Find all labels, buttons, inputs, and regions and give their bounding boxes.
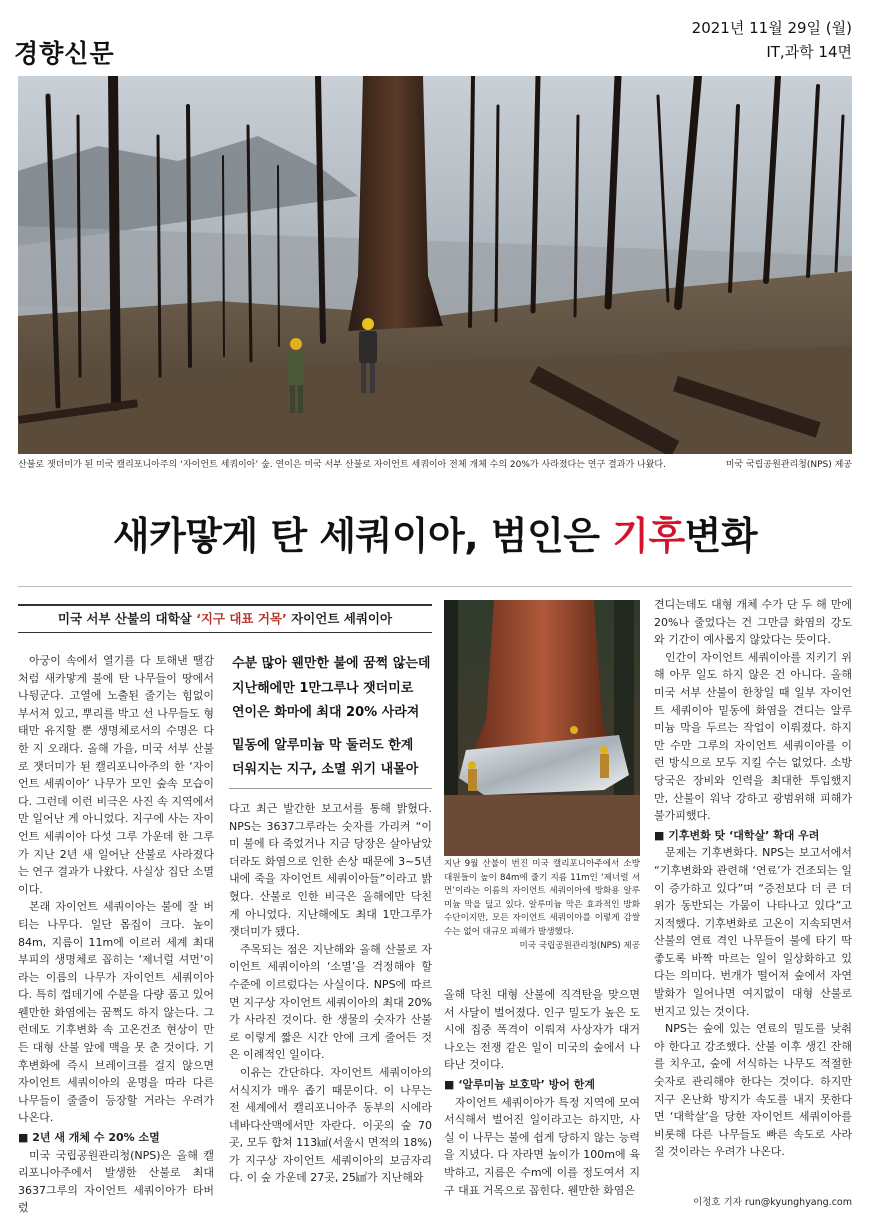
pull-quote-line: 연이은 화마에 최대 20% 사라져 xyxy=(232,705,420,720)
subhead-post: 자이언트 세쿼이아 xyxy=(286,611,393,626)
paragraph: 견디는데도 대형 개체 수가 단 두 해 만에 20%나 줄었다는 건 그만큼 화염의 강도와 기간이 예사롭지 않았다는 뜻이다. xyxy=(654,598,852,647)
article-column-1 xyxy=(18,652,214,1217)
pull-quote-line: 수분 많아 웬만한 불에 꿈쩍 않는데 xyxy=(232,656,431,671)
section-heading: ■ 기후변화 탓 ‘대학살’ 확대 우려 xyxy=(654,828,820,842)
pull-quote-line: 지난해에만 1만그루나 잿더미로 xyxy=(232,680,414,696)
paragraph: 다고 최근 발간한 보고서를 통해 밝혔다. NPS는 3637그루라는 숫자를 가리켜 “이미 불에 타 죽었거나 지금 당장은 살아남았더라도 화염으로 인한 손상 때문에 3~5년 내에 죽을 자이언트 세쿼이아들”이라고 밝혔다. 산불로 인한 비극은 올해에만 닥친 게 아니었다. 지난해에도 최대 1만그루가 잿더미가 됐다. xyxy=(229,802,432,939)
section-heading: ■ ‘알루미늄 보호막’ 방어 한계 xyxy=(444,1077,595,1091)
wrapped-sequoia-illustration xyxy=(444,600,640,856)
main-photo xyxy=(18,76,852,454)
paragraph: NPS는 숲에 있는 연료의 밀도를 낮춰야 한다고 강조했다. 산불 이후 생긴 잔해를 치우고, 숲에 서식하는 나무도 적절한 숫자로 관리해야 한다는 것이다. 하지만 지구 온난화 방지가 속도를 내지 못한다면 ‘대학살’을 당한 자이언트 세쿼이아를 비롯해 다른 나무들도 빠른 속도로 사라질 것이라는 우려가 나온다. xyxy=(654,1022,852,1159)
burned-forest-illustration xyxy=(18,76,852,454)
pull-quote-divider xyxy=(229,788,432,789)
pull-quote-line: 밑동에 알루미늄 막 둘러도 한계 xyxy=(232,737,414,753)
headline-accent: 기후 xyxy=(612,514,685,558)
issue-date: 2021년 11월 29일 (월) xyxy=(691,19,852,37)
sequoia-photo-credit: 미국 국립공원관리청(NPS) 제공 xyxy=(519,940,640,951)
article-column-2 xyxy=(229,800,432,1187)
sequoia-photo xyxy=(444,600,640,856)
sequoia-photo-caption xyxy=(444,858,640,953)
subhead-pre: 미국 서부 산불의 대학살 xyxy=(57,611,197,626)
paragraph: 미국 국립공원관리청(NPS)은 올해 캘리포니아주에서 발생한 산불로 최대 3637그루의 자이언트 세쿼이아가 타버렸 xyxy=(18,1148,214,1215)
masthead-logo: 경향신문 xyxy=(14,39,115,68)
headline xyxy=(0,505,870,560)
article-column-3 xyxy=(444,986,640,1199)
main-photo-caption xyxy=(18,458,852,472)
headline-text-post: 변화 xyxy=(684,514,758,558)
dateline xyxy=(692,16,852,64)
subhead-quote: ‘지구 대표 거목’ xyxy=(196,611,287,626)
subhead xyxy=(18,604,432,633)
pull-quote-line: 더워지는 지구, 소멸 위기 내몰아 xyxy=(232,762,419,777)
paragraph: 문제는 기후변화다. NPS는 보고서에서 “기후변화와 관련해 ‘연료’가 건조되는 일이 증가하고 있다”며 “증전보다 더 큰 더위가 동반되는 가뭄이 나타나고 있다”고 지적했다. 기후변화로 고온이 지속되면서 산불의 연료 격인 나무들이 불에 타기 딱 좋도록 바짝 마르는 일이 일상화하고 있다는 의미다. 번개가 떨어져 숲에서 자연발화가 일어나면 여지없이 대형 산불로 번지고 있는 것이다. xyxy=(654,846,852,1018)
section-heading: ■ 2년 새 개체 수 20% 소멸 xyxy=(18,1131,160,1145)
pull-quote xyxy=(232,652,432,783)
main-photo-credit: 미국 국립공원관리청(NPS) 제공 xyxy=(725,460,852,470)
paragraph: 본래 자이언트 세쿼이아는 불에 잘 버티는 나무다. 일단 몸집이 크다. 높이 84m, 지름이 11m에 이르러 세계 최대 부피의 생명체로 꼽히는 ‘제너럴 셔먼’이라는 이름의 나무가 자이언트 세쿼이아다. 특히 껍데기에 수분을 다량 품고 있어 웬만한 화염에는 꿈쩍도 하지 않는다. 그런데도 기후변화 속 고온건조 현상이 만든 대형 산불 앞에 맥을 못 춘 것이다. 기후변화에 즉시 브레이크를 걸지 않으면 자이언트 세쿼이아의 운명을 따라 다른 나무들이 줄줄이 등장할 거라는 우려가 나온다. xyxy=(18,900,214,1125)
main-photo-caption-text: 산불로 잿더미가 된 미국 캘리포니아주의 ‘자이언트 세쿼이아’ 숲. 연이은 미국 서부 산불로 자이언트 세쿼이아 전체 개체 수의 20%가 사라졌다는 연구 결과가 나왔다. xyxy=(18,460,666,470)
article-column-4 xyxy=(654,596,852,1161)
sequoia-photo-caption-text: 지난 9월 산불이 번진 미국 캘리포니아주에서 소방대원들이 높이 84m에 줄기 지름 11m인 ‘제너럴 셔먼’이라는 이름의 자이언트 세쿼이아에 방화용 알루미늄 막을 덮고 있다. 알루미늄 막은 효과적인 방화 수단이지만, 모든 자이언트 세쿼이아를 이렇게 감쌀 수는 없어 대규모 피해가 발생했다. xyxy=(444,859,640,937)
paragraph: 인간이 자이언트 세쿼이아를 지키기 위해 아무 일도 하지 않은 건 아니다. 올해 미국 서부 산불이 한창일 때 일부 자이언트 세쿼이아 밑동에 화염을 견디는 알루미늄 막을 두르는 작업이 이뤄졌다. 하지만 수만 그루의 자이언트 세쿼이아를 이런 방식으로 모두 지킬 수는 없었다. 소방 당국은 장비와 인력을 최대한 투입했지만, 산불이 워낙 강하고 광범위해 피해가 불가피했다. xyxy=(654,650,852,823)
paragraph: 주목되는 점은 지난해와 올해 산불로 자이언트 세쿼이아의 ‘소멸’을 걱정해야 할 수준에 이르렀다는 사실이다. NPS에 따르면 지구상 자이언트 세쿼이아의 최대 20%가 사라진 것이다. 한 생물의 숫자가 산불로 이렇게 짧은 시간 안에 크게 줄어든 것은 이례적인 일이다. xyxy=(229,942,432,1062)
paragraph: 자이언트 세쿼이아가 특정 지역에 모여 서식해서 벌어진 일이라고는 하지만, 사실 이 나무는 불에 쉽게 당하지 않는 능력을 지녔다. 다 자라면 높이가 100m에 육박하고, 지름은 수m에 이를 정도여서 지구 대표 거목으로 꼽힌다. 웬만한 화염은 xyxy=(444,1095,640,1197)
paragraph: 올해 닥친 대형 산불에 직격탄을 맞으면서 사달이 벌어졌다. 인구 밀도가 높은 도시에 집중 폭격이 이뤄져 사상자가 대거 나오는 전쟁 같은 일이 미국의 숲에서 나타난 것이다. xyxy=(444,988,640,1072)
headline-text-pre: 새카맣게 탄 세쿼이아, 범인은 xyxy=(112,514,613,558)
section-page: IT,과학 14면 xyxy=(766,43,852,61)
byline: 이정호 기자 run@kyunghyang.com xyxy=(692,1197,852,1208)
paragraph: 아궁이 속에서 열기를 다 토해낸 땔감처럼 새카맣게 불에 탄 나무들이 땅에서 나뒹군다. 고열에 노출된 줄기는 힘없이 부서져 있고, 뿌리를 박고 선 나무들도 형태만 유지할 뿐 생명체로서의 수명은 다한 지 오래다. 올해 가을, 미국 서부 산불로 잿더미가 된 캘리포니아주의 한 ‘자이언트 세쿼이아’ 나무가 모인 숲속 모습이다. 그런데 이런 비극은 사진 속 지역에서만 일어난 게 아니었다. 지구에 사는 자이언트 세쿼이아 다섯 그루 가운데 한 그루가 지난 2년 새 일어난 산불로 사라졌다는 연구 결과가 나왔다. 사실상 집단 소멸이다. xyxy=(18,654,214,896)
paragraph: 이유는 간단하다. 자이언트 세쿼이아의 서식지가 매우 좁기 때문이다. 이 나무는 전 세계에서 캘리포니아주 동부의 시에라네바다산맥에서만 자란다. 이곳의 숲 70곳, 모두 합쳐 113㎢(서울시 면적의 18%) 가 지구상 자이언트 세쿼이아의 보금자리다. 이 숲 가운데 27곳, 25㎢가 지난해와 xyxy=(229,1065,432,1185)
headline-divider xyxy=(18,586,852,587)
